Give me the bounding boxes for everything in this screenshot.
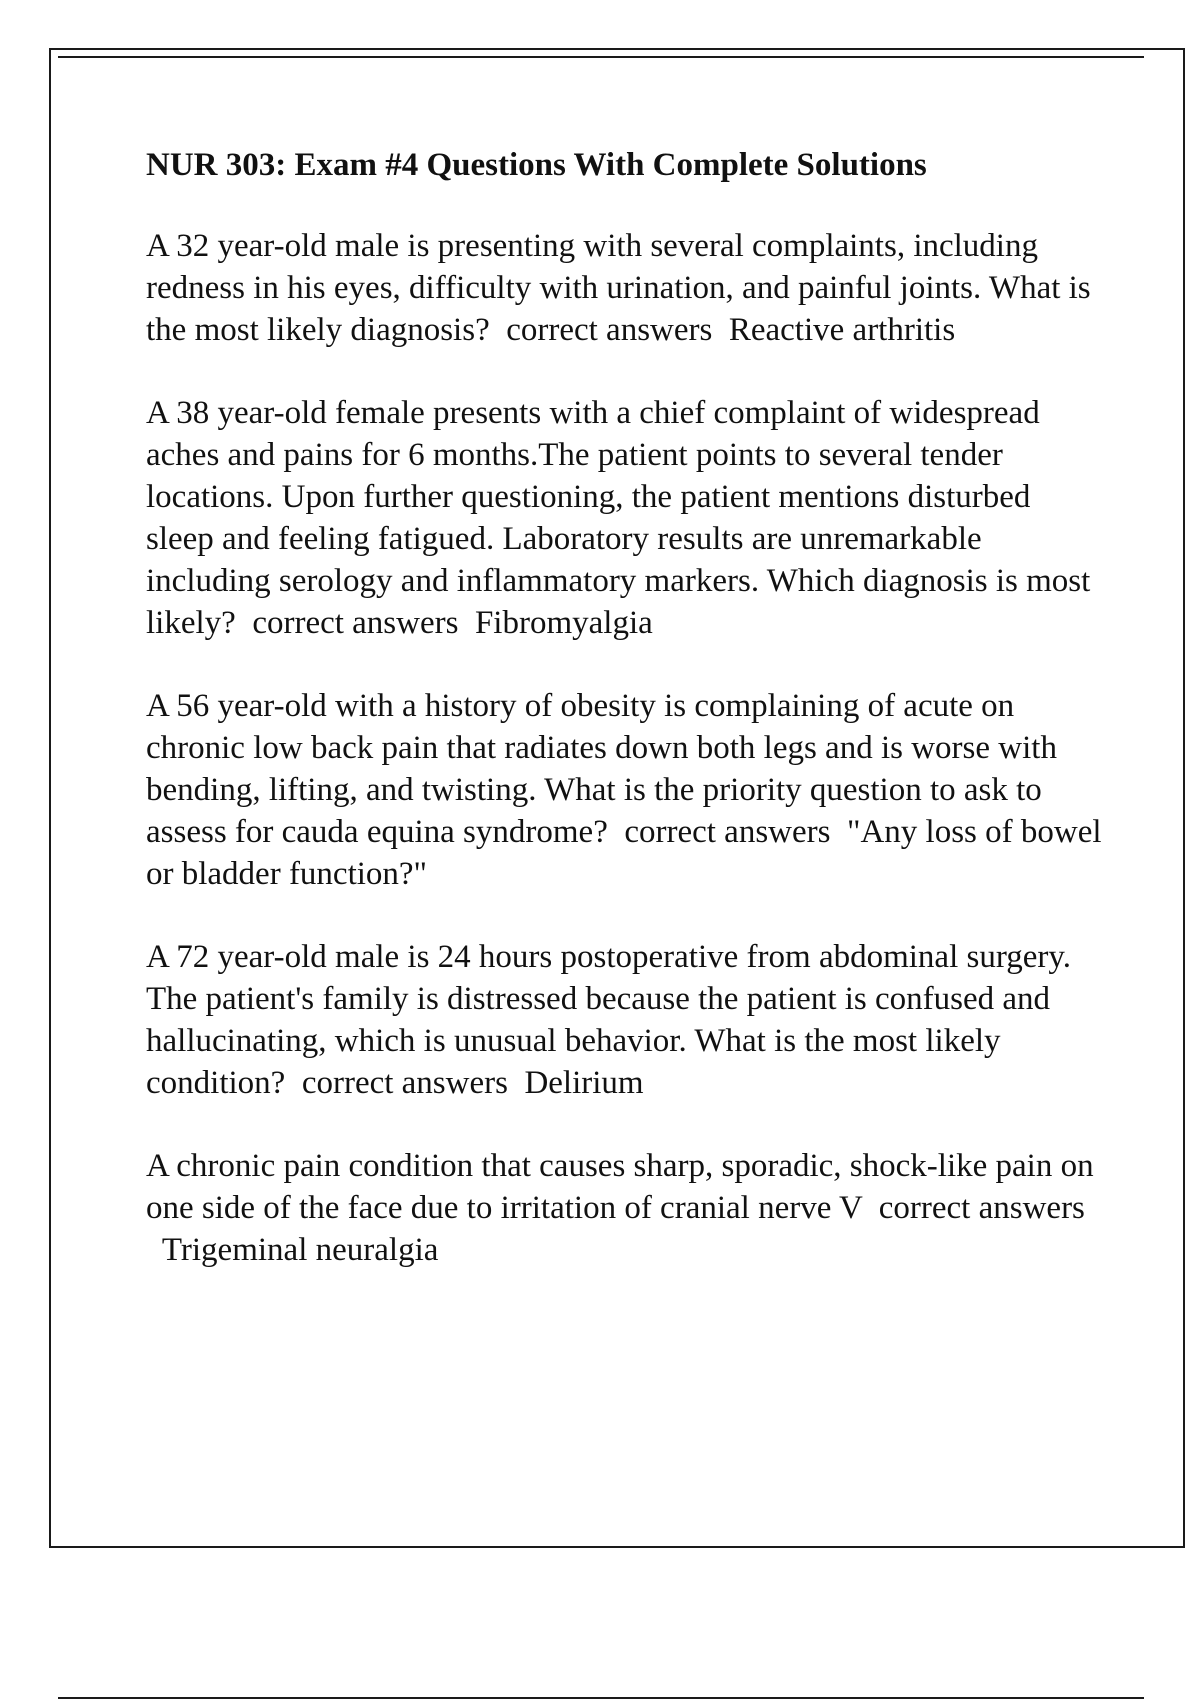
answer-text: Fibromyalgia	[474, 605, 653, 641]
document-body	[146, 143, 1106, 1312]
qa-item	[146, 685, 1106, 895]
qa-item	[146, 392, 1106, 644]
question-text: A 38 year-old female presents with a chief complaint of widespread aches and pains for 6 months.The patient points to several tender locations. Upon further questioning, the patient mentions disturbed sleep and feeling fatigued. Laboratory results are unremarkable including serology and inflammatory markers. Which diagnosis is most likely?	[146, 395, 1091, 641]
question-text: A 56 year-old with a history of obesity is complaining of acute on chronic low back pain that radiates down both legs and is worse with bending, lifting, and twisting. What is the priority question to ask to assess for cauda equina syndrome?	[146, 688, 1057, 850]
qa-item	[146, 936, 1106, 1104]
answer-marker: correct answers	[506, 312, 713, 348]
answer-text: Delirium	[524, 1065, 644, 1101]
answer-marker: correct answers	[624, 814, 831, 850]
answer-marker: correct answers	[878, 1190, 1085, 1226]
question-text: A 32 year-old male is presenting with several complaints, including redness in his eyes, difficulty with urination, and painful joints. What is the most likely diagnosis?	[146, 228, 1091, 348]
footer-rule	[58, 1697, 1144, 1699]
answer-text: "Any loss of bowel or bladder function?"	[146, 814, 1102, 892]
qa-item	[146, 1145, 1106, 1271]
answer-marker: correct answers	[252, 605, 459, 641]
document-title: NUR 303: Exam #4 Questions With Complete Solutions	[146, 147, 927, 183]
answer-marker: correct answers	[301, 1065, 508, 1101]
answer-text: Reactive arthritis	[728, 312, 956, 348]
header-rule	[58, 56, 1144, 58]
question-text: A 72 year-old male is 24 hours postoperative from abdominal surgery. The patient's family is distressed because the patient is confused and hallucinating, which is unusual behavior. What is the most likely condition?	[146, 939, 1071, 1101]
question-text: A chronic pain condition that causes sharp, sporadic, shock-like pain on one side of the face due to irritation of cranial nerve V	[146, 1148, 1094, 1226]
qa-item	[146, 225, 1106, 351]
answer-text: Trigeminal neuralgia	[161, 1232, 439, 1268]
